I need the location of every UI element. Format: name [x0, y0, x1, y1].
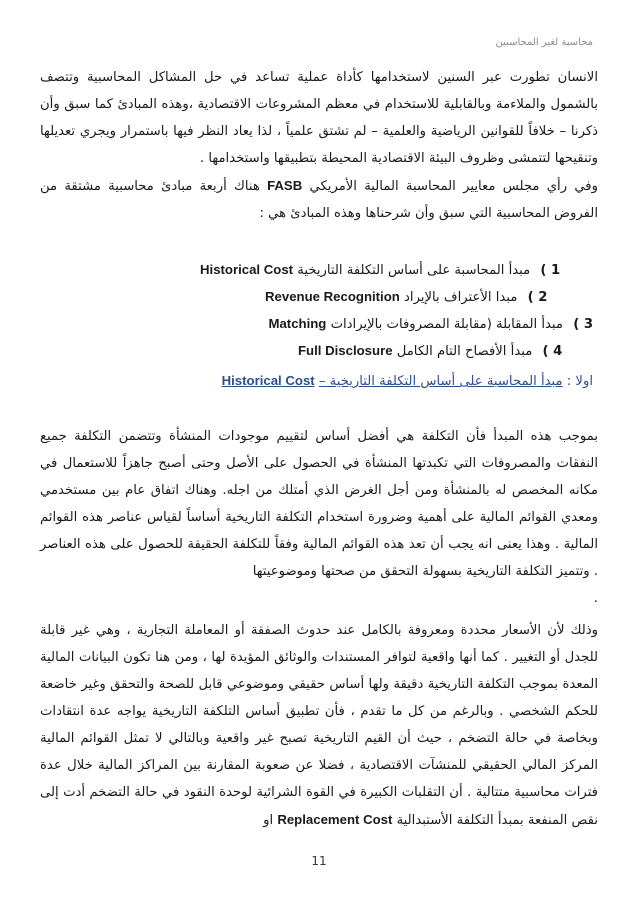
section-title-en: Historical Cost [221, 373, 315, 388]
paragraph-text: وذلك لأن الأسعار محددة ومعروفة بالكامل عند حدوث الصفقة أو المعاملة التجارية ، وهي غير قابلة للجدل أو التغيير . كما أنها واقعية لتوافر المستندات والوثائق المؤيدة لها ، ومن هنا تكون البيانات المالية المعدة بموجب التكلفة التاريخية دقيقة ولها أساس حقيقي وموضوعي قابل للصحة والتحقق وغير خاضعة للحكم الشخصي . وبالرغم من كل ما تقدم ، فأن تطبيق أساس التلكفة التاريخية يواجه عدة انتقادات وبخاصة في حالة التضخم ، حيث أن القيم التاريخية تصبح غير واقعية وبالتالي لا تمثل القوائم المالية المركز المالي الحقيقي للمنشآت الاقتصادية ، فضلا عن صعوبة المقارنة بين المراكز المالية خلال عدة فترات محاسبية متتالية . أن التقلبات الكبيرة في القوة الشرائية لوحدة النقود في حالة التضخم أدت إلى نقص المنفعة بمبدأ التكلفة الأستبدالية [40, 623, 598, 828]
principle-item [60, 337, 593, 364]
principle-label-en: Full Disclosure [298, 343, 393, 358]
intro-fasb-sentence-start: وفي رأي مجلس معايير المحاسبة المالية الأمريكي [302, 179, 598, 194]
section-heading [222, 373, 593, 389]
paragraph-text: بموجب هذه المبدأ فأن التكلفة هي أفضل أساس لتقييم موجودات المنشأة وتتضمن التكلفة جميع النفقات والمصروفات التي تكبدتها المنشأة في الحصول على الأصل وحتى أصبح جاهزاً للاستعمال في مكانه المخصص له بالمنشأة ومن أجل الغرض الذي أمتلك من اجله. وهناك اتفاق عام بين مستخدمي ومعدي القوائم المالية على أهمية وضرورة استخدام التكلفة التاريخية أساساً لقياس عناصر هذه القوائم المالية . وهذا يعنى انه يجب أن تعد هذه القوائم المالية وفقاً للتكلفة الحقيقة للحصول على هذه العناصر . وتتميز التكلفة التاريخية بسهولة التحقق من صحتها وموضوعيتها [40, 429, 598, 579]
principle-label-ar: مبدا الأعتراف بالإيراد [404, 290, 518, 305]
principle-label-ar: مبدأ الأفصاح التام الكامل [396, 344, 533, 359]
page-number: 11 [311, 854, 327, 868]
criticism-paragraph [40, 617, 598, 834]
historical-cost-paragraph [40, 423, 598, 612]
paragraph-text-end: او [263, 813, 278, 828]
fasb-acronym: FASB [267, 178, 303, 193]
principle-label-en: Matching [268, 316, 327, 331]
principle-label-ar: مبدأ المحاسبة على أساس التكلفة التاريخية [297, 263, 531, 278]
principle-item [60, 283, 593, 310]
principle-number: 2 ) [527, 290, 548, 305]
running-header: محاسبة لغير المحاسبين [495, 37, 593, 48]
paragraph-end-dot: . [593, 591, 598, 606]
section-label: اولا : [566, 374, 593, 389]
principle-label-en: Revenue Recognition [265, 289, 400, 304]
section-title-ar: مبدأ المحاسبة على أساس التكلفة التاريخية – [318, 374, 563, 389]
principle-item [60, 310, 593, 337]
intro-paragraph [40, 64, 598, 227]
principle-number: 3 ) [573, 317, 593, 332]
principle-number: 1 ) [540, 263, 561, 278]
intro-fasb-sentence-end: هناك أربعة مبادئ محاسبية مشتقة من الفروض المحاسبية التي سبق وأن شرحناها وهذه المبادئ هي : [40, 179, 598, 221]
principle-item [60, 256, 593, 283]
intro-text: الانسان تطورت عبر السنين لاستخدامها كأداة عملية تساعد في حل المشاكل المحاسبية وتتصف بالشمول والملاءمة وبالقابلية للاستخدام في معظم المشروعات الاقتصادية ،وهذه المبادئ كما سبق وأن ذكرنا – خلافاً للقوانين الرياضية والعلمية – لم تشتق علمياً ، لذا يعاد النظر فيها باستمرار ويجري تعديلها وتنقيحها لتتمشى وظروف البيئة الاقتصادية المحيطة بتطبيقها واستخدامها . [40, 70, 598, 166]
principle-number: 4 ) [542, 344, 563, 359]
replacement-cost-term: Replacement Cost [277, 812, 393, 827]
principle-label-en: Historical Cost [200, 262, 294, 277]
principles-list [60, 256, 593, 364]
principle-label-ar: مبدأ المقابلة (مقابلة المصروفات بالإيرادات [330, 317, 563, 332]
